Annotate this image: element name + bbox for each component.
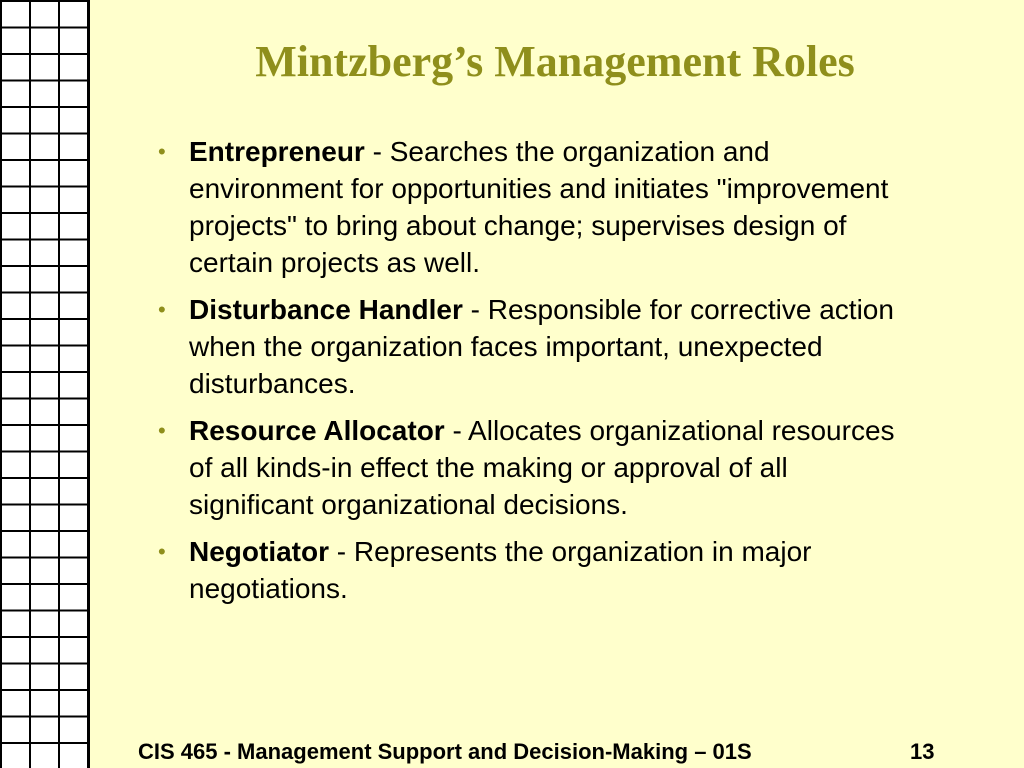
bullet-icon: •	[158, 418, 166, 443]
bullet-item	[158, 533, 918, 607]
grid-decoration	[0, 0, 90, 768]
bullet-text: - Searches the organization and environment for opportunities and initiates "improvement projects" to bring about change; supervises design of certain projects as well.	[189, 136, 889, 278]
bullet-item	[158, 412, 918, 523]
bullet-term: Negotiator	[189, 536, 329, 567]
bullet-term: Entrepreneur	[189, 136, 365, 167]
bullet-icon: •	[158, 539, 166, 564]
bullet-term: Disturbance Handler	[189, 294, 463, 325]
slide-footer: CIS 465 - Management Support and Decision-Making – 01S	[138, 739, 752, 764]
bullet-text: - Responsible for corrective action when the organization faces important, unexpected disturbances.	[189, 294, 894, 399]
bullet-item	[158, 291, 918, 402]
bullet-text: - Allocates organizational resources of all kinds-in effect the making or approval of all significant organizational decisions.	[189, 415, 895, 520]
bullet-icon: •	[158, 297, 166, 322]
slide-title: Mintzberg’s Management Roles	[255, 37, 855, 86]
page-number: 13	[910, 739, 935, 764]
bullet-list	[158, 133, 918, 617]
bullet-icon: •	[158, 139, 166, 164]
bullet-item	[158, 133, 918, 281]
bullet-text: - Represents the organization in major negotiations.	[189, 536, 812, 604]
bullet-term: Resource Allocator	[189, 415, 445, 446]
